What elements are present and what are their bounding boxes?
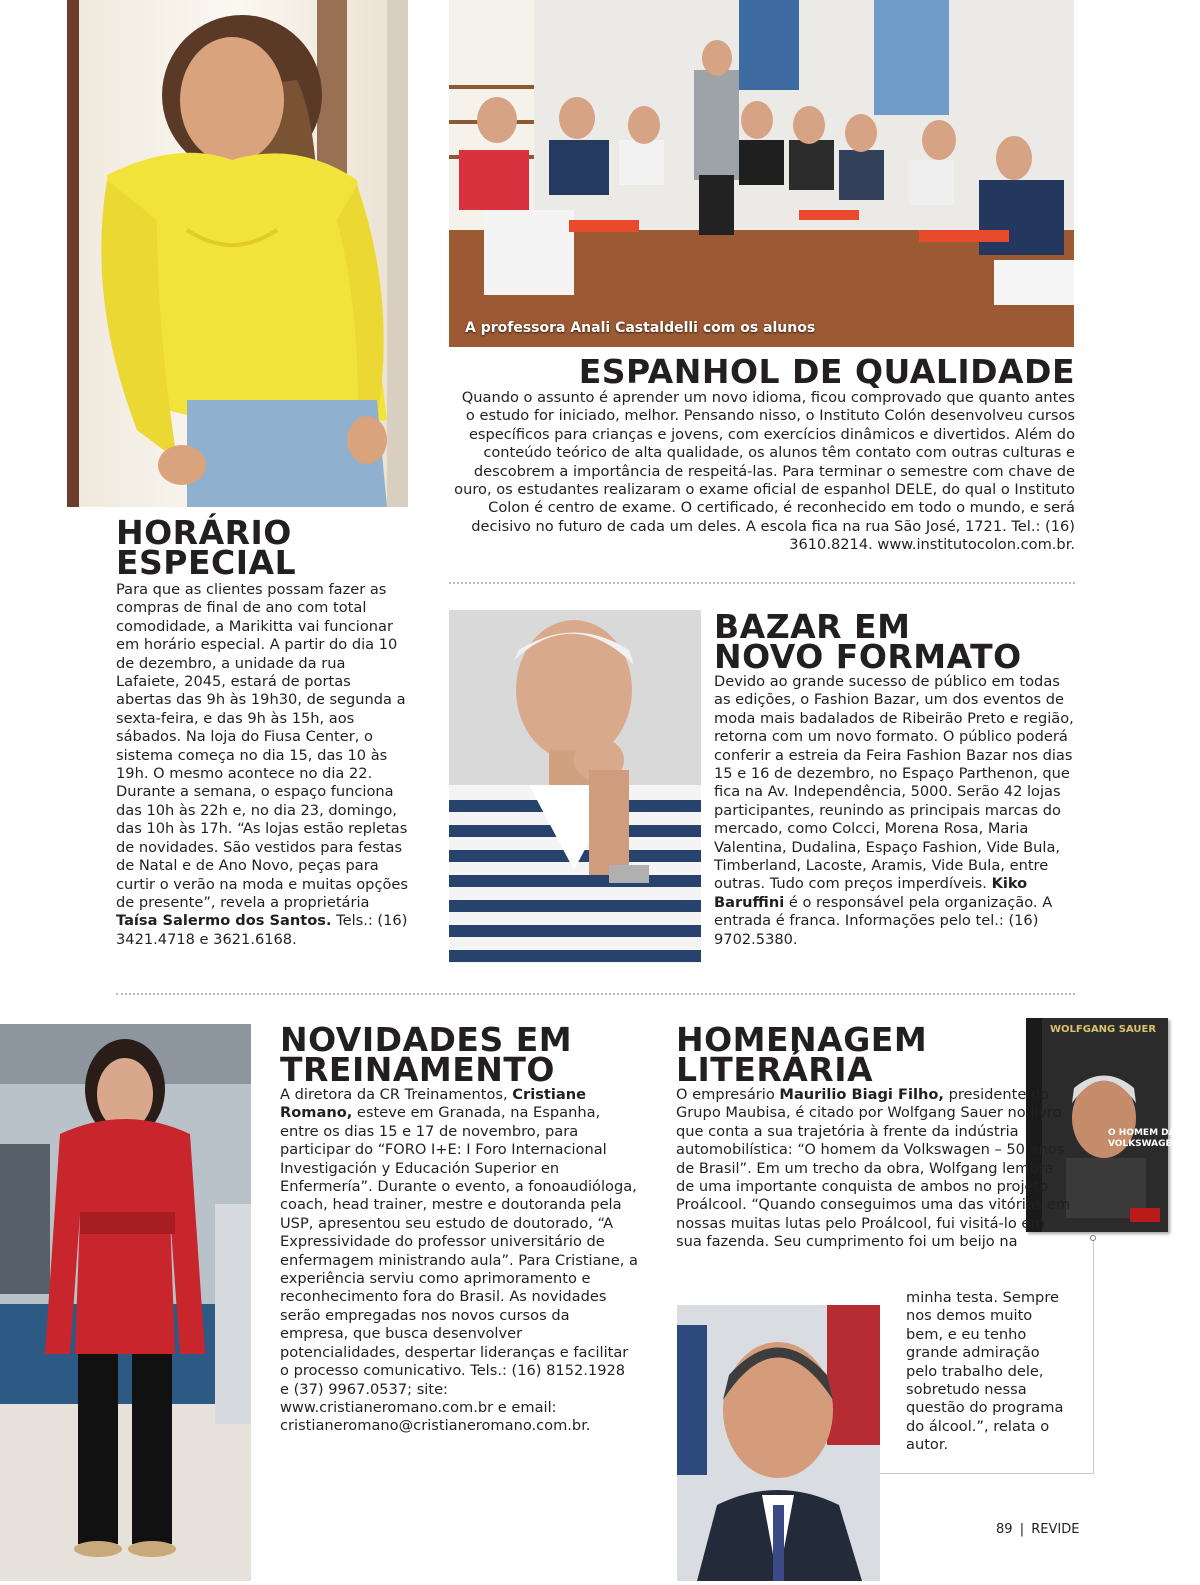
headline-novidades [280,1020,640,1090]
photo-classroom-image [449,0,1074,347]
photo-classroom [449,0,1074,347]
folio-separator: | [1019,1522,1025,1537]
headline-homenagem-line2: LITERÁRIA [676,1050,874,1090]
photo-caption: A professora Anali Castaldelli com os alunos [465,320,816,336]
frame-line [880,1473,1094,1474]
book-title-line2: VOLKSWAGEN [1108,1139,1180,1149]
magazine-name: REVIDE [1031,1522,1080,1537]
headline-horario-line1: HORÁRIO [116,513,292,552]
article-body-novidades-start: A diretora da CR Treinamentos, [280,1086,513,1103]
frame-line [1093,1237,1094,1473]
article-body-horario [116,581,410,949]
article-body-bazar-bold: Kiko Baruffini [714,875,1028,911]
section-divider [449,582,1075,584]
headline-bazar-line2: NOVO FORMATO [714,637,1022,677]
frame-dot [1090,1235,1096,1241]
article-body-novidades [280,1086,638,1436]
article-body-homenagem-bottom: minha testa. Sempre nos demos muito bem, e eu tenho grande admiração pelo trabalho dele, sobretudo nessa questão do programa do álcool.”, relata o autor. [906,1289,1064,1454]
article-body-novidades-bold: Cristiane Romano, [280,1086,587,1122]
photo-woman-red-coat-image [0,1024,251,1581]
photo-woman-red-coat [0,1024,251,1581]
headline-horario-line2: ESPECIAL [116,543,297,583]
photo-older-man-portrait-image [677,1305,880,1581]
photo-woman-yellow-shirt [67,0,408,507]
article-body-bazar-end: é o responsável pela organização. A entrada é franca. Informações pelo tel.: (16) 9702.5380. [714,893,1053,948]
headline-novidades-line1: NOVIDADES EM [280,1020,573,1059]
photo-man-striped-shirt-image [449,610,701,963]
headline-homenagem-line1: HOMENAGEM [676,1020,928,1059]
article-body-horario-text: Para que as clientes possam fazer as compras de final de ano com total comodidade, a Marikitta vai funcionar em horário especial. A partir do dia 10 de dezembro, a unidade da rua Lafaiete, 2045, estará de portas abertas das 9h às 19h30, de segunda a sexta-feira, e das 9h às 15h, aos sábados. Na loja do Fiusa Center, o sistema começa no dia 15, das 10 às 19h. O mesmo acontece no dia 22. Durante a semana, o espaço funciona das 10h às 22h e, no dia 23, domingo, das 10h às 17h. “As lojas estão repletas de novidades. São vestidos para festas de Natal e de Ano Novo, peças para curtir o verão na moda e muitas opções de presente”, revela a proprietária [116,581,408,911]
page-folio [996,1522,1079,1537]
photo-older-man-portrait [677,1305,880,1581]
article-body-homenagem-text: presidente do Grupo Maubisa, é citado por Wolfgang Sauer no livro que conta a sua trajetória à frente da indústria automobilística: “O homem da Volkswagen – 50 anos de Brasil”. Em um trecho da obra, Wolfgang lembra de uma importante conquista de ambos no projeto Proálcool. “Quando conseguimos uma das vitórias em nossas muitas lutas pelo Proálcool, fui visitá-lo em sua fazenda. Seu cumprimento foi um beijo na [676,1086,1071,1251]
section-divider [116,993,1075,995]
article-body-bazar [714,673,1076,949]
photo-man-striped-shirt [449,610,701,963]
headline-horario [116,513,416,583]
article-body-bazar-text: Devido ao grande sucesso de público em todas as edições, o Fashion Bazar, um dos eventos de moda mais badalados de Ribeirão Preto e região, retorna com um novo formato. O público poderá conferir a estreia da Feira Fashion Bazar nos dias 15 e 16 de dezembro, no Espaço Parthenon, que fica na Av. Independência, 5000. Serão 42 lojas participantes, reunindo as principais marcas do mercado, como Colcci, Morena Rosa, Maria Valentina, Dudalina, Espaço Fashion, Vide Bula, Timberland, Lacoste, Aramis, Vide Bula, entre outras. Tudo com preços imperdíveis. [714,673,1074,893]
book-title-line1: O HOMEM DA [1108,1128,1176,1138]
page-number: 89 [996,1522,1013,1537]
article-body-novidades-text: esteve em Granada, na Espanha, entre os dias 15 e 17 de novembro, para participar do “FORO I+E: I Foro Internacional Investigación y Educación Superior en Enfermería”. Durante o evento, a fonoaudióloga, coach, head trainer, mestre e doutoranda pela USP, apresentou seu estudo de doutorado, “A Expressividade do professor universitário de enfermagem ministrando aula”. Para Cristiane, a experiência serviu como aprimoramento e reconhecimento fora do Brasil. As novidades serão empregadas nos novos cursos da empresa, que busca desenvolver potencialidades, despertar lideranças e facilitar o processo comunicativo. Tels.: (16) 8152.1928 e (37) 9967.0537; site: www.cristianeromano.com.br e email: cristianeromano@cristianeromano.com.br. [280,1104,638,1435]
headline-bazar [714,607,1074,677]
headline-bazar-line1: BAZAR EM [714,607,911,646]
article-body-espanhol: Quando o assunto é aprender um novo idioma, ficou comprovado que quanto antes o estudo for iniciado, melhor. Pensando nisso, o Instituto Colón desenvolveu cursos específicos para crianças e jovens, com exercícios dinâmicos e divertidos. Além do conteúdo teórico de alta qualidade, os alunos têm contato com outras culturas e descobrem a importância de respeitá-las. Para terminar o semestre com chave de ouro, os estudantes realizaram o exame oficial de espanhol DELE, do qual o Instituto Colon é centro de exame. O certificado, é reconhecido em todo o mundo, e será decisivo no futuro de cada um deles. A escola fica na rua São José, 1721. Tel.: (16) 3610.8214. www.institutocolon.com.br. [454,389,1075,554]
headline-novidades-line2: TREINAMENTO [280,1050,555,1090]
article-body-homenagem-top [676,1086,1072,1252]
article-body-homenagem-bold: Maurilio Biagi Filho, [779,1086,944,1103]
headline-homenagem [676,1020,1016,1090]
book-title [1108,1128,1179,1150]
article-body-homenagem-start: O empresário [676,1086,780,1103]
article-body-horario-bold: Taísa Salermo dos Santos. [116,912,332,930]
headline-espanhol: ESPANHOL DE QUALIDADE [578,352,1075,391]
book-author: WOLFGANG SAUER [1050,1024,1157,1035]
article-body-horario-end: Tels.: (16) 3421.4718 e 3621.6168. [116,912,408,948]
photo-woman-yellow-shirt-image [67,0,408,507]
